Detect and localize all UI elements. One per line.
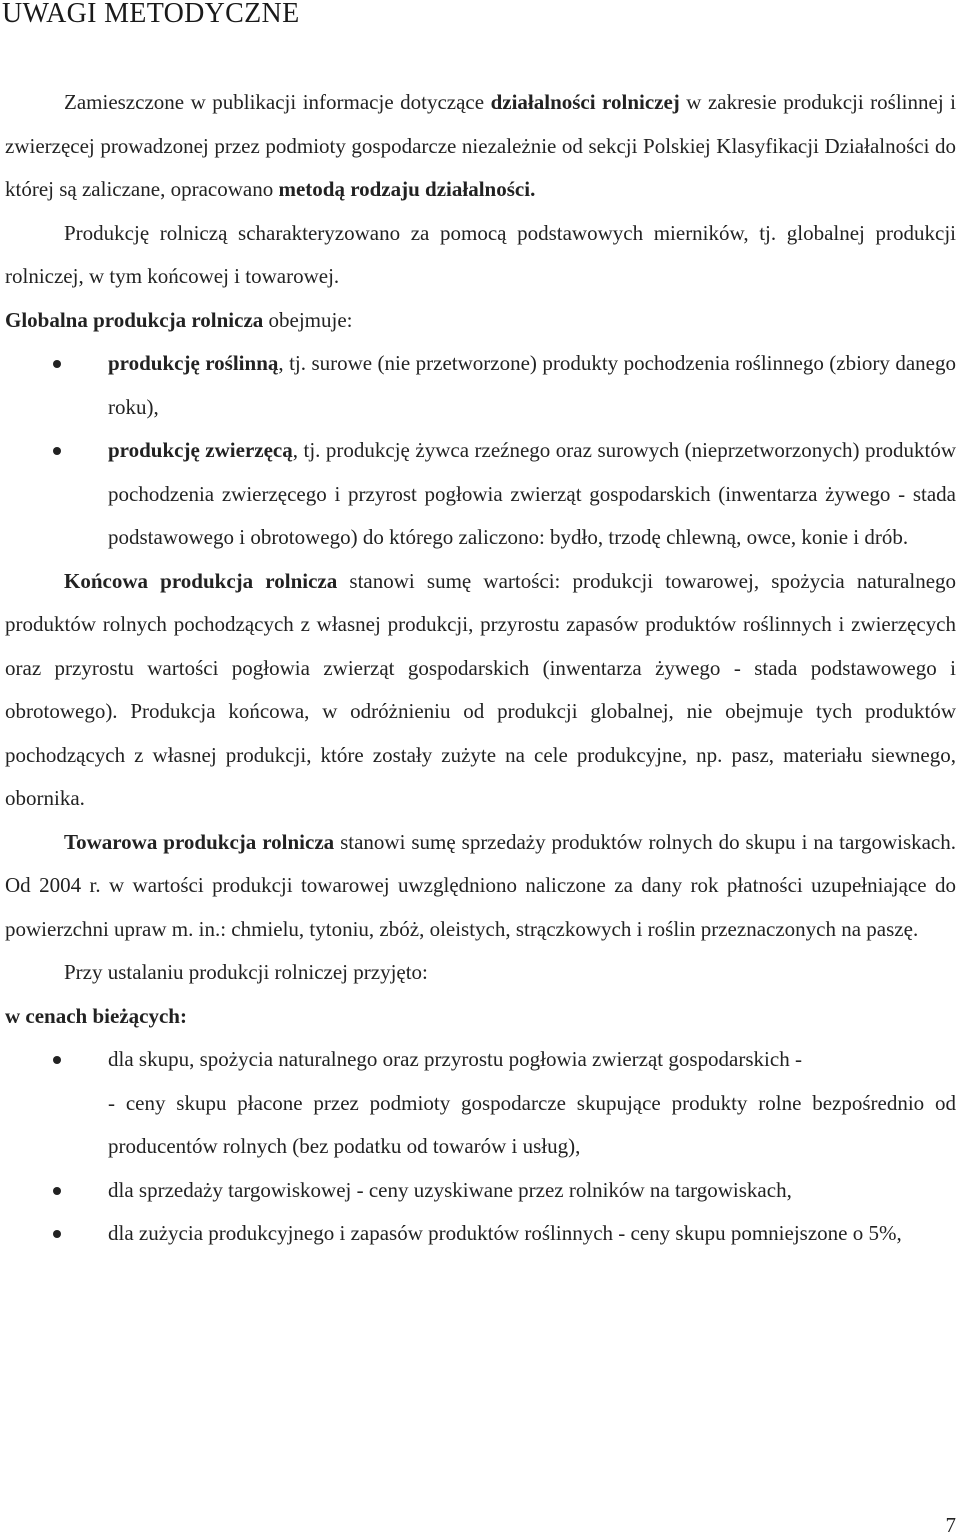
list-item-text: dla sprzedaży targowiskowej - ceny uzyskiwane przez rolników na targowiskach, [108,1177,792,1202]
price-list [5,1038,956,1256]
list-item [108,1212,956,1256]
global-production-list [5,342,956,560]
intro-paragraph [5,81,956,212]
global-production-text: obejmuje: [263,307,353,332]
page-number: 7 [945,1513,956,1537]
final-production-term: Końcowa produkcja rolnicza [64,568,338,593]
commodity-production-paragraph [5,821,956,952]
current-prices-heading [5,995,956,1039]
list-item [108,1169,956,1213]
list-item-text: , tj. surowe (nie przetworzone) produkty pochodzenia roślinnego (zbiory danego roku), [108,351,957,419]
final-production-paragraph [5,560,956,821]
list-item [108,1038,956,1169]
list-item-term: produkcję zwierzęcą [108,438,293,462]
list-item-text: dla skupu, spożycia naturalnego oraz przyrostu pogłowia zwierząt gospodarskich - [108,1047,802,1071]
intro-text-1: Zamieszczone w publikacji informacje dotyczące [64,90,491,114]
list-item-term: produkcję roślinną [108,351,279,375]
intro-text-2: w zakresie produkcji roślinnej i zwierzęcej prowadzonej przez podmioty gospodarcze niezależnie od sekcji Polskiej Klasyfikacji Działalności do której są zaliczane, opracowano [5,90,956,201]
page-heading: UWAGI METODYCZNE [2,0,300,29]
list-item-subtext: - ceny skupu płacone przez podmioty gospodarcze skupujące produkty rolne bezpośrednio od producentów rolnych (bez podatku od towarów i usług), [108,1090,956,1158]
list-item-text: dla zużycia produkcyjnego i zapasów produktów roślinnych - ceny skupu pomniejszone o 5%, [108,1221,902,1245]
list-item-text: , tj. produkcję żywca rzeźnego oraz surowych (nieprzetworzonych) produktów pochodzenia zwierzęcego i przyrost pogłowia zwierząt gospodarskich (inwentarza żywego - stada podstawowego i obrotowego) do którego zaliczono: bydło, trzodę chlewną, owce, konie i drób. [108,438,957,549]
document-body [5,81,956,1256]
commodity-production-term: Towarowa produkcja rolnicza [64,829,335,854]
final-production-text: stanowi sumę wartości: produkcji towarowej, spożycia naturalnego produktów rolnych pochodzących z własnej produkcji, przyrostu zapasów produktów roślinnych i zwierzęcych oraz przyrostu wartości pogłowia zwierząt gospodarskich (inwentarza żywego - stada podstawowego i obrotowego). Produkcja końcowa, w odróżnieniu od produkcji globalnej, nie obejmuje tych produktów pochodzących z własnej produkcji, które zostały zużyte na cele produkcyjne, np. pasz, materiału siewnego, obornika. [5,568,957,810]
global-production-paragraph [5,299,956,343]
list-item [108,342,956,429]
current-prices-label: w cenach bieżących: [5,1003,187,1028]
pricing-intro-paragraph: Przy ustalaniu produkcji rolniczej przyjęto: [64,960,428,984]
list-item [108,429,956,560]
measures-paragraph: Produkcję rolniczą scharakteryzowano za pomocą podstawowych mierników, tj. globalnej produkcji rolniczej, w tym końcowej i towarowej. [5,220,956,288]
intro-bold-1: działalności rolniczej [490,90,680,114]
global-production-term: Globalna produkcja rolnicza [5,307,264,332]
commodity-production-text: stanowi sumę sprzedaży produktów rolnych do skupu i na targowiskach. Od 2004 r. w wartości produkcji towarowej uwzględniono naliczone za dany rok płatności uzupełniające do powierzchni upraw m. in.: chmielu, tytoniu, zbóż, oleistych, strączkowych i roślin przeznaczonych na paszę. [5,829,957,941]
intro-bold-2: metodą rodzaju działalności. [278,177,536,201]
